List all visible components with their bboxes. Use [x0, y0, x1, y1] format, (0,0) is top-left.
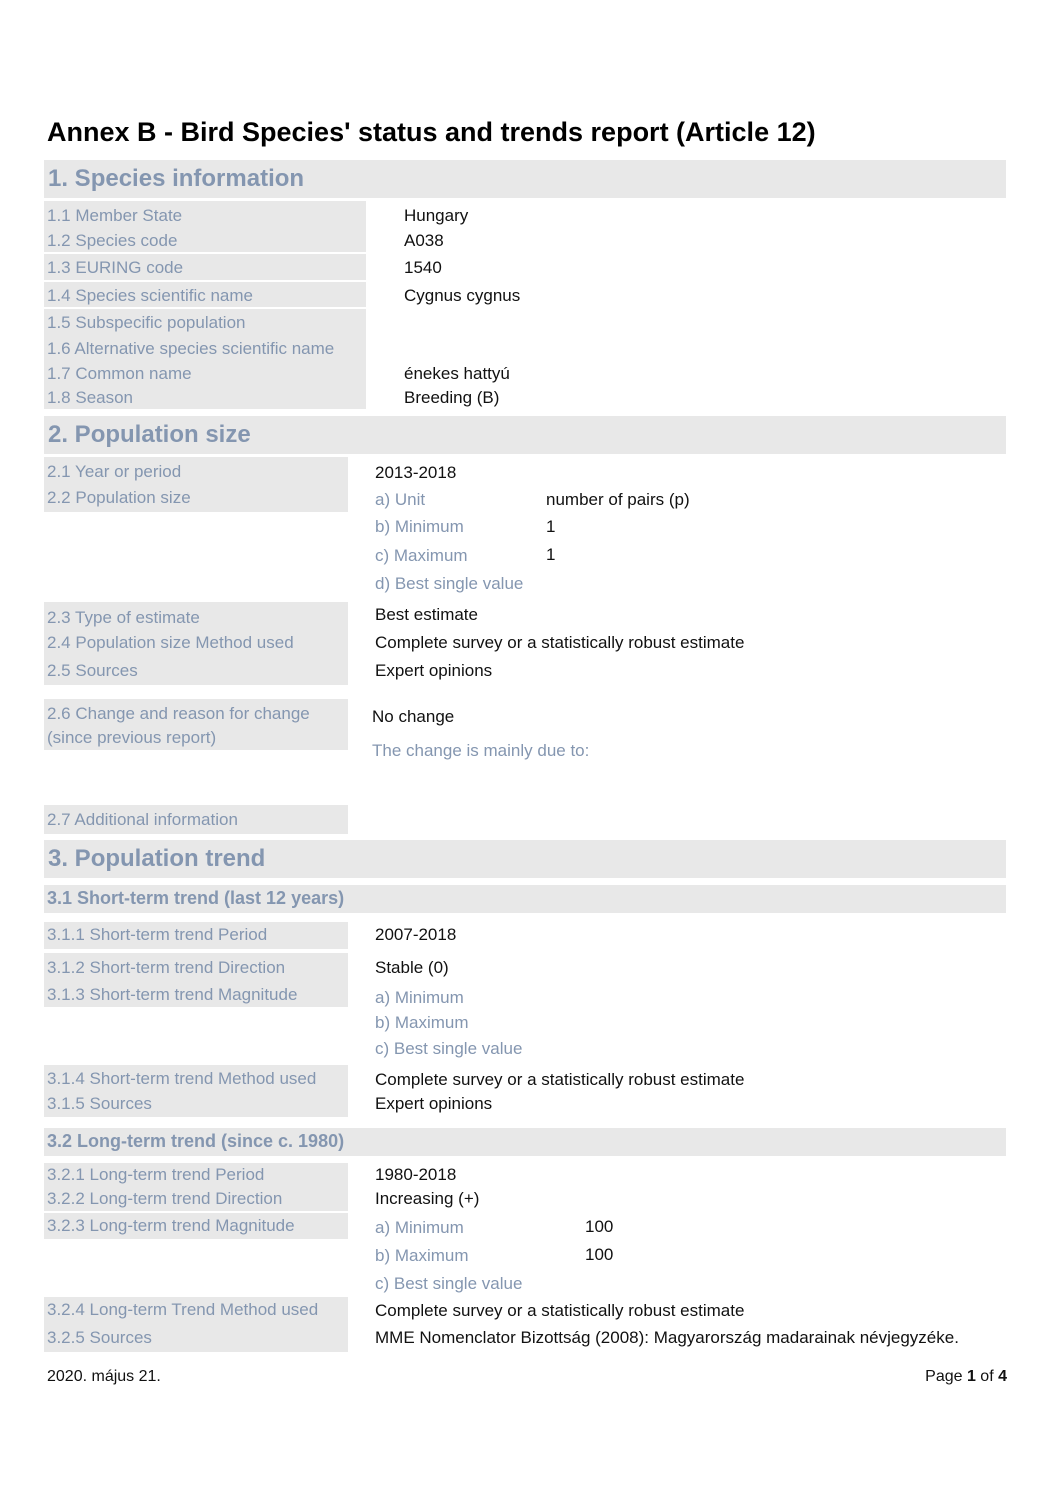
field-label-method-used: 2.4 Population size Method used [47, 633, 294, 652]
field-value-short-term-sources: Expert opinions [375, 1094, 493, 1113]
field-label-year-period: 2.1 Year or period [47, 462, 182, 481]
field-value-season: Breeding (B) [404, 388, 500, 407]
field-value-sources: Expert opinions [375, 661, 493, 680]
field-label-season: 1.8 Season [47, 388, 134, 407]
section-header-population-size [44, 416, 1006, 454]
field-value-short-term-direction: Stable (0) [375, 958, 449, 977]
page-total: 4 [998, 1368, 1007, 1385]
field-label-short-term-method: 3.1.4 Short-term trend Method used [47, 1069, 317, 1088]
field-label-long-term-sources: 3.2.5 Sources [47, 1328, 152, 1347]
field-label-euring-code: 1.3 EURING code [47, 258, 184, 277]
field-value-long-term-maximum: 100 [585, 1245, 614, 1264]
field-value-minimum: 1 [546, 517, 556, 536]
section-heading: 2. Population size [48, 421, 251, 448]
sub-label-maximum: b) Maximum [375, 1246, 469, 1265]
field-value-long-term-direction: Increasing (+) [375, 1189, 480, 1208]
page-of: of [975, 1368, 999, 1385]
field-value-year-period: 2013-2018 [375, 463, 457, 482]
field-value-change-reason: The change is mainly due to: [372, 741, 590, 760]
sub-label-maximum: b) Maximum [375, 1013, 469, 1032]
field-label-additional-information: 2.7 Additional information [47, 810, 238, 829]
page-title: Annex B - Bird Species' status and trends report (Article 12) [47, 117, 816, 147]
field-label-short-term-sources: 3.1.5 Sources [47, 1094, 152, 1113]
field-value-member-state: Hungary [404, 206, 469, 225]
field-label-short-term-period: 3.1.1 Short-term trend Period [47, 925, 268, 944]
subsection-heading: 3.2 Long-term trend (since c. 1980) [47, 1131, 345, 1151]
subsection-header-long-term-trend [44, 1128, 1006, 1156]
footer-date: 2020. május 21. [47, 1368, 161, 1385]
sub-label-best-single-value: c) Best single value [375, 1274, 523, 1293]
field-label-subspecific-population: 1.5 Subspecific population [47, 313, 246, 332]
field-label-scientific-name: 1.4 Species scientific name [47, 286, 253, 305]
page-number [925, 1368, 1007, 1386]
sub-label-best-single-value: c) Best single value [375, 1039, 523, 1058]
field-label-long-term-method: 3.2.4 Long-term Trend Method used [47, 1300, 319, 1319]
field-label-species-code: 1.2 Species code [47, 231, 178, 250]
field-label-population-size: 2.2 Population size [47, 488, 191, 507]
field-value-unit: number of pairs (p) [546, 490, 690, 509]
field-value-short-term-method: Complete survey or a statistically robust estimate [375, 1070, 745, 1089]
page-current: 1 [966, 1368, 976, 1385]
sub-label-minimum: a) Minimum [375, 988, 464, 1007]
section-header-population-trend [44, 840, 1006, 878]
field-label-long-term-period: 3.2.1 Long-term trend Period [47, 1165, 265, 1184]
sub-label-minimum: b) Minimum [375, 517, 464, 536]
field-value-short-term-period: 2007-2018 [375, 925, 457, 944]
field-value-long-term-method: Complete survey or a statistically robust estimate [375, 1301, 745, 1320]
field-label-sources: 2.5 Sources [47, 661, 138, 680]
field-label-alternative-name: 1.6 Alternative species scientific name [47, 339, 335, 358]
field-label-long-term-magnitude: 3.2.3 Long-term trend Magnitude [47, 1216, 295, 1235]
section-header-species-information [44, 160, 1006, 198]
field-value-maximum: 1 [546, 545, 556, 564]
field-value-scientific-name: Cygnus cygnus [404, 286, 521, 305]
field-value-common-name: énekes hattyú [404, 364, 510, 383]
field-label-short-term-magnitude: 3.1.3 Short-term trend Magnitude [47, 985, 298, 1004]
subsection-header-short-term-trend [44, 885, 1006, 913]
section-heading: 3. Population trend [48, 845, 266, 872]
field-label-long-term-direction: 3.2.2 Long-term trend Direction [47, 1189, 283, 1208]
page-prefix: Page [925, 1368, 967, 1385]
section-heading: 1. Species information [48, 165, 305, 192]
field-label-member-state: 1.1 Member State [47, 206, 183, 225]
field-value-long-term-sources: MME Nomenclator Bizottság (2008): Magyarország madarainak névjegyzéke. [375, 1328, 959, 1347]
sub-label-unit: a) Unit [375, 490, 426, 509]
field-label-common-name: 1.7 Common name [47, 364, 192, 383]
field-value-change: No change [372, 707, 455, 726]
field-value-type-of-estimate: Best estimate [375, 605, 478, 624]
field-value-long-term-minimum: 100 [585, 1217, 614, 1236]
field-label-short-term-direction: 3.1.2 Short-term trend Direction [47, 958, 286, 977]
sub-label-best-single-value: d) Best single value [375, 574, 524, 593]
field-label-change-reason: 2.6 Change and reason for change [47, 704, 310, 723]
field-value-long-term-period: 1980-2018 [375, 1165, 457, 1184]
field-label-type-of-estimate: 2.3 Type of estimate [47, 608, 200, 627]
sub-label-minimum: a) Minimum [375, 1218, 464, 1237]
field-value-species-code: A038 [404, 231, 444, 250]
field-label-change-reason-note: (since previous report) [47, 728, 217, 747]
field-value-method-used: Complete survey or a statistically robust estimate [375, 633, 745, 652]
sub-label-maximum: c) Maximum [375, 546, 468, 565]
subsection-heading: 3.1 Short-term trend (last 12 years) [47, 888, 345, 908]
field-value-euring-code: 1540 [404, 258, 442, 277]
